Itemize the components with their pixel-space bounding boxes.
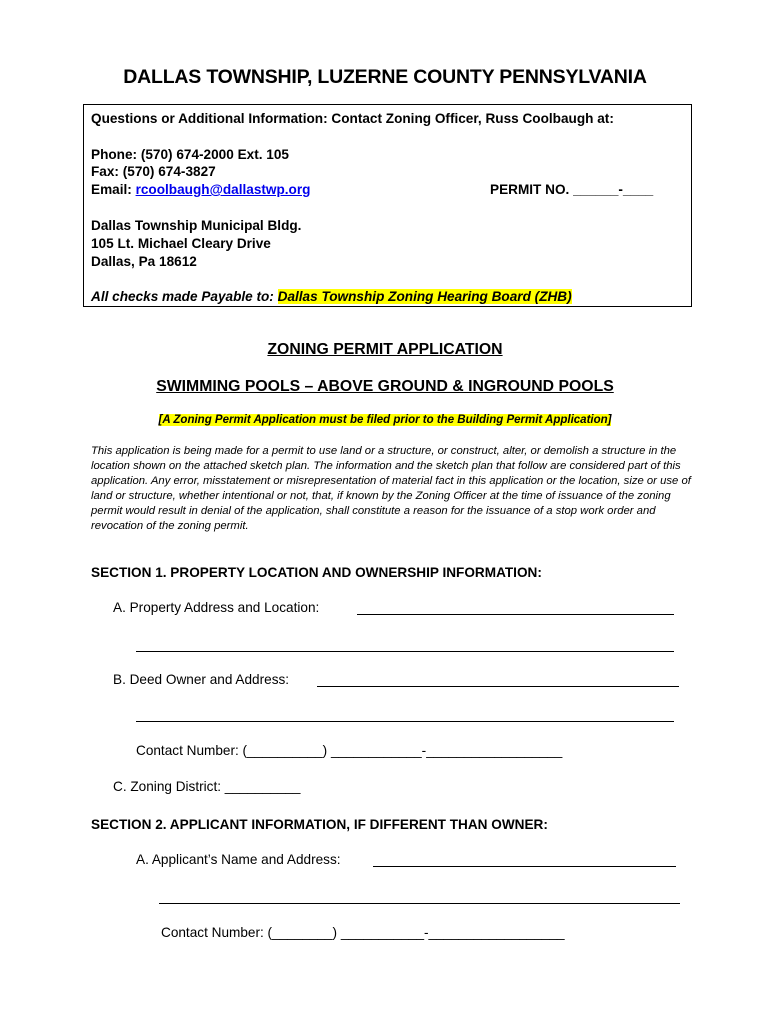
form-subheading: SWIMMING POOLS – ABOVE GROUND & INGROUND POOLS bbox=[156, 378, 614, 395]
owner-contact-number[interactable]: Contact Number: (__________) ____________-__________________ bbox=[136, 743, 563, 758]
property-address-field-1[interactable] bbox=[357, 614, 674, 615]
address-line-1: Dallas Township Municipal Bldg. bbox=[91, 218, 302, 233]
filing-notice-text: [A Zoning Permit Application must be filed prior to the Building Permit Application] bbox=[158, 414, 612, 426]
payable-label: All checks made Payable to: bbox=[91, 289, 278, 304]
address-line-2: 105 Lt. Michael Cleary Drive bbox=[91, 236, 271, 251]
payable-row bbox=[91, 289, 572, 304]
address-line-3: Dallas, Pa 18612 bbox=[91, 254, 197, 269]
zoning-district-field[interactable]: C. Zoning District: __________ bbox=[113, 779, 301, 794]
section-1-title: SECTION 1. PROPERTY LOCATION AND OWNERSHIP INFORMATION: bbox=[91, 565, 542, 580]
email-link[interactable]: rcoolbaugh@dallastwp.org bbox=[135, 182, 311, 197]
section-2-title: SECTION 2. APPLICANT INFORMATION, IF DIFFERENT THAN OWNER: bbox=[91, 817, 548, 832]
property-address-field-2[interactable] bbox=[136, 651, 674, 652]
contact-fax: Fax: (570) 674-3827 bbox=[91, 164, 216, 179]
property-address-label: A. Property Address and Location: bbox=[113, 600, 320, 615]
applicant-name-field-2[interactable] bbox=[159, 903, 680, 904]
intro-paragraph: This application is being made for a permit to use land or a structure, or construct, alter, or demolish a structure in the location shown on the attached sketch plan. The information and the sketch plan that follow are considered part of this application. Any error, misstatement or misrepresentation of material fact in this application or the location, size or use of land or structure, whether intentional or not, that, if known by the Zoning Officer at the time of issuance of the zoning permit would result in denial of the application, shall constitute a reason for the issuance of a stop work order and revocation of the zoning permit. bbox=[91, 445, 691, 532]
deed-owner-field-1[interactable] bbox=[317, 686, 679, 687]
contact-phone: Phone: (570) 674-2000 Ext. 105 bbox=[91, 147, 289, 162]
payable-to: Dallas Township Zoning Hearing Board (ZHB) bbox=[277, 289, 572, 304]
applicant-name-label: A. Applicant’s Name and Address: bbox=[136, 852, 341, 867]
form-heading: ZONING PERMIT APPLICATION bbox=[267, 341, 503, 358]
filing-notice bbox=[0, 414, 770, 426]
deed-owner-field-2[interactable] bbox=[136, 721, 674, 722]
contact-info-box bbox=[83, 104, 692, 307]
permit-number: PERMIT NO. ______-____ bbox=[490, 182, 654, 197]
contact-email-row bbox=[91, 182, 310, 197]
email-label: Email: bbox=[91, 182, 136, 197]
contact-questions: Questions or Additional Information: Contact Zoning Officer, Russ Coolbaugh at: bbox=[91, 111, 614, 126]
page-title: DALLAS TOWNSHIP, LUZERNE COUNTY PENNSYLVANIA bbox=[123, 66, 647, 88]
deed-owner-label: B. Deed Owner and Address: bbox=[113, 672, 290, 687]
applicant-name-field-1[interactable] bbox=[373, 866, 676, 867]
applicant-contact-number[interactable]: Contact Number: (________) ___________-__________________ bbox=[161, 925, 565, 940]
